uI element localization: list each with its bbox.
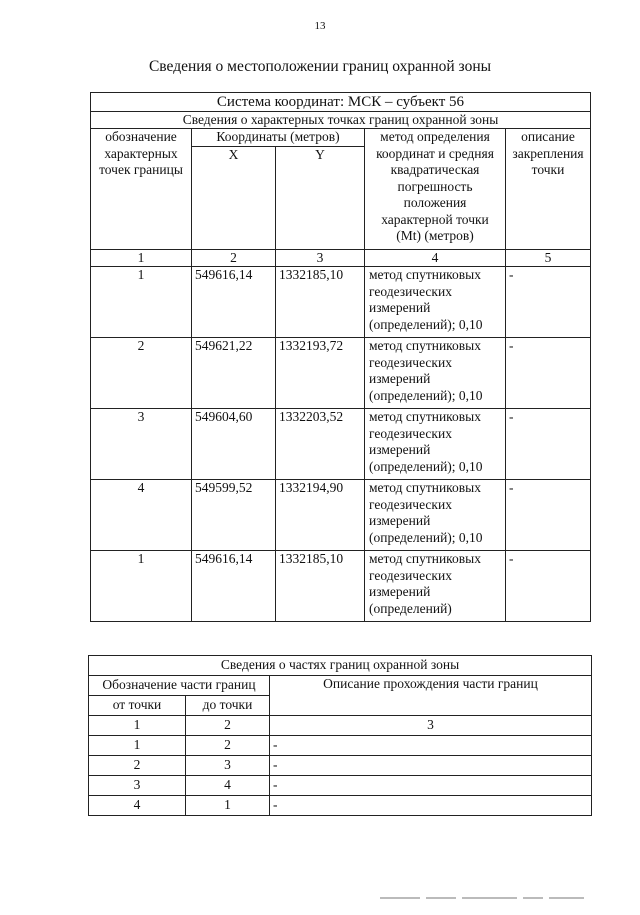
point-x: 549616,14 xyxy=(192,267,276,338)
page-number: 13 xyxy=(314,20,326,32)
table-row xyxy=(91,480,591,551)
scan-artifact xyxy=(380,897,610,900)
part-to: 4 xyxy=(186,776,270,796)
table-row xyxy=(89,736,592,756)
points-section-title: Сведения о характерных точках границ охранной зоны xyxy=(91,111,591,129)
col-number: 1 xyxy=(91,249,192,267)
point-method: метод спутниковых геодезических измерений (определений); 0,10 xyxy=(365,409,506,480)
point-id: 2 xyxy=(91,338,192,409)
part-to: 3 xyxy=(186,756,270,776)
parts-header-from: от точки xyxy=(89,696,186,716)
table-row xyxy=(89,776,592,796)
header-x: X xyxy=(192,146,276,249)
point-method: метод спутниковых геодезических измерений (определений); 0,10 xyxy=(365,338,506,409)
parts-header-description: Описание прохождения части границ xyxy=(270,676,592,716)
table-row xyxy=(89,756,592,776)
part-from: 2 xyxy=(89,756,186,776)
part-to: 1 xyxy=(186,796,270,816)
part-from: 1 xyxy=(89,736,186,756)
point-desc: - xyxy=(506,480,591,551)
table-row xyxy=(91,551,591,622)
point-y: 1332194,90 xyxy=(276,480,365,551)
table-row xyxy=(89,796,592,816)
points-table xyxy=(90,92,591,622)
header-method: метод определения координат и средняя квадратическая погрешность положения характерной точки (Mt) (метров) xyxy=(365,129,506,250)
header-coords: Координаты (метров) xyxy=(192,129,365,147)
point-method: метод спутниковых геодезических измерений (определений); 0,10 xyxy=(365,267,506,338)
parts-table xyxy=(88,655,592,816)
part-desc: - xyxy=(270,796,592,816)
table-row xyxy=(91,267,591,338)
part-from: 3 xyxy=(89,776,186,796)
point-id: 4 xyxy=(91,480,192,551)
document-title: Сведения о местоположении границ охранной зоны xyxy=(148,58,492,75)
part-desc: - xyxy=(270,776,592,796)
part-desc: - xyxy=(270,736,592,756)
point-desc: - xyxy=(506,267,591,338)
table-row xyxy=(91,409,591,480)
point-y: 1332185,10 xyxy=(276,267,365,338)
header-y: Y xyxy=(276,146,365,249)
point-x: 549616,14 xyxy=(192,551,276,622)
point-x: 549599,52 xyxy=(192,480,276,551)
point-id: 1 xyxy=(91,267,192,338)
parts-header-to: до точки xyxy=(186,696,270,716)
point-desc: - xyxy=(506,338,591,409)
point-desc: - xyxy=(506,409,591,480)
point-method: метод спутниковых геодезических измерений (определений) xyxy=(365,551,506,622)
part-to: 2 xyxy=(186,736,270,756)
col-number: 3 xyxy=(276,249,365,267)
point-x: 549621,22 xyxy=(192,338,276,409)
point-desc: - xyxy=(506,551,591,622)
col-number: 4 xyxy=(365,249,506,267)
coord-system-cell: Система координат: МСК – субъект 56 xyxy=(91,93,591,112)
part-desc: - xyxy=(270,756,592,776)
col-number: 1 xyxy=(89,716,186,736)
col-number: 3 xyxy=(270,716,592,736)
parts-section-title: Сведения о частях границ охранной зоны xyxy=(89,656,592,676)
col-number: 5 xyxy=(506,249,591,267)
part-from: 4 xyxy=(89,796,186,816)
header-description: описание закрепления точки xyxy=(506,129,591,250)
point-y: 1332185,10 xyxy=(276,551,365,622)
point-y: 1332193,72 xyxy=(276,338,365,409)
point-method: метод спутниковых геодезических измерений (определений); 0,10 xyxy=(365,480,506,551)
point-y: 1332203,52 xyxy=(276,409,365,480)
col-number: 2 xyxy=(192,249,276,267)
point-id: 1 xyxy=(91,551,192,622)
header-designation: обозначение характерных точек границы xyxy=(91,129,192,250)
parts-header-designation: Обозначение части границ xyxy=(89,676,270,696)
point-x: 549604,60 xyxy=(192,409,276,480)
col-number: 2 xyxy=(186,716,270,736)
table-row xyxy=(91,338,591,409)
point-id: 3 xyxy=(91,409,192,480)
